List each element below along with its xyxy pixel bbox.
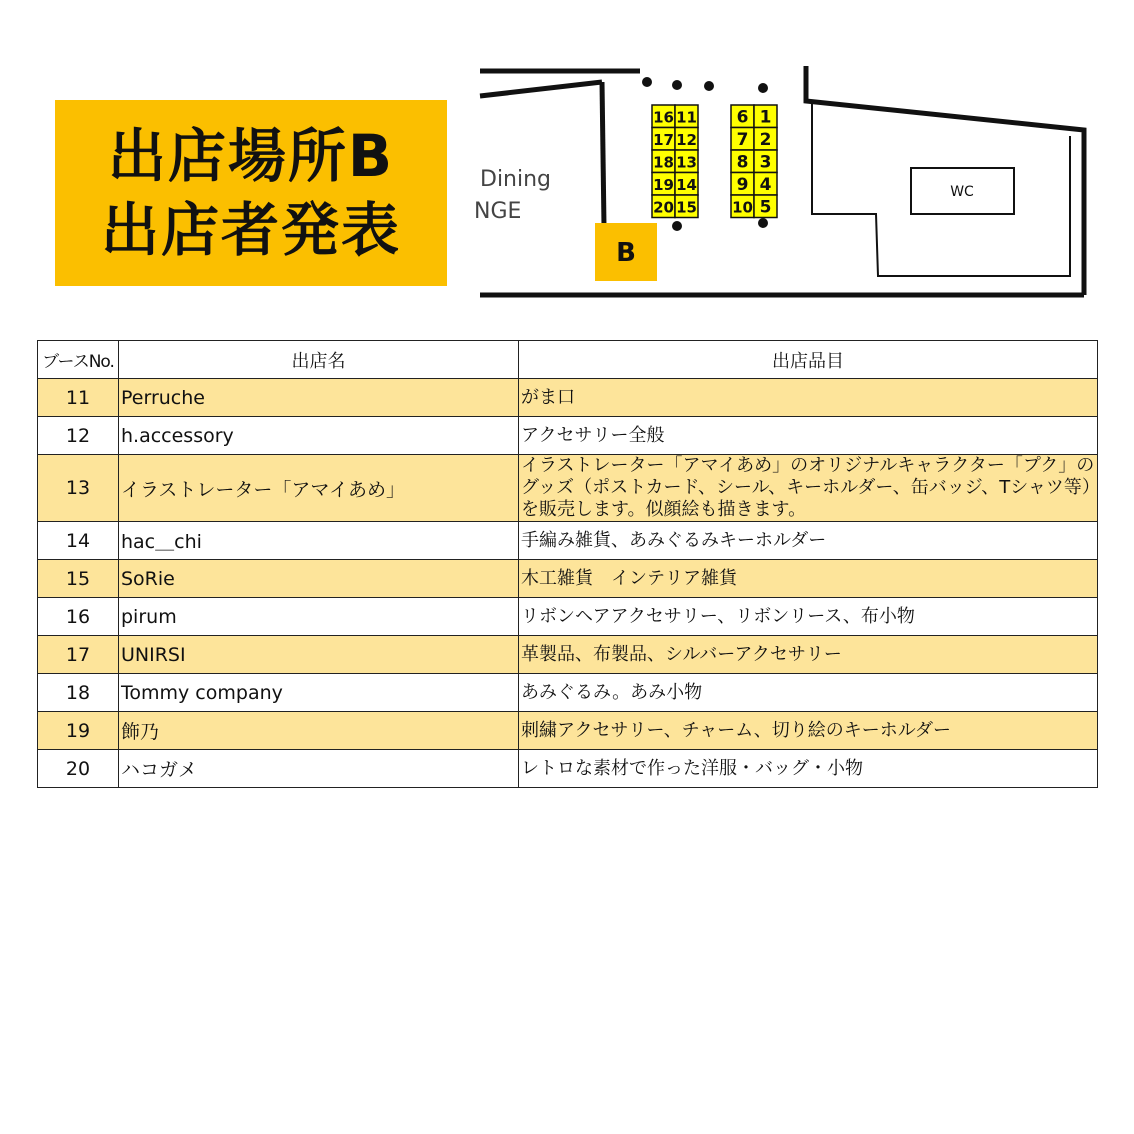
vendor-name: 飾乃	[119, 712, 519, 750]
vendor-items: 手編み雑貨、あみぐるみキーホルダー	[519, 522, 1098, 560]
title-line-1: 出店場所B	[107, 122, 395, 190]
table-header-row	[38, 341, 1098, 379]
booth-label-10: 10	[732, 198, 753, 217]
title-banner	[55, 100, 447, 286]
booth-label-16: 16	[653, 108, 674, 127]
vendor-name: ハコガメ	[119, 750, 519, 788]
booth-label-11: 11	[676, 108, 697, 127]
booth-number: 11	[38, 379, 119, 417]
booth-label-9: 9	[736, 174, 749, 195]
header-booth-no: ブースNo.	[38, 341, 119, 379]
table-row	[38, 598, 1098, 636]
booth-label-6: 6	[736, 107, 749, 128]
wc-label: WC	[950, 184, 974, 200]
table-row	[38, 455, 1098, 522]
table-row	[38, 636, 1098, 674]
vendor-name: Tommy company	[119, 674, 519, 712]
vendor-name: pirum	[119, 598, 519, 636]
booth-label-12: 12	[676, 130, 697, 149]
booth-label-3: 3	[759, 152, 772, 173]
booth-grid	[652, 105, 777, 218]
table-row	[38, 379, 1098, 417]
booth-number: 20	[38, 750, 119, 788]
vendor-table	[37, 340, 1098, 788]
vendor-items: 刺繍アクセサリー、チャーム、切り絵のキーホルダー	[519, 712, 1098, 750]
title-line-2: 出店者発表	[100, 196, 401, 264]
booth-label-17: 17	[653, 130, 674, 149]
booth-number: 13	[38, 455, 119, 522]
lounge-label: NGE	[474, 199, 522, 224]
booth-number: 17	[38, 636, 119, 674]
vendor-items: リボンヘアアクセサリー、リボンリース、布小物	[519, 598, 1098, 636]
header-items: 出店品目	[519, 341, 1098, 379]
booth-label-2: 2	[759, 129, 772, 150]
vendor-name: UNIRSI	[119, 636, 519, 674]
vendor-items: 革製品、布製品、シルバーアクセサリー	[519, 636, 1098, 674]
table-row	[38, 560, 1098, 598]
booth-number: 18	[38, 674, 119, 712]
booth-label-5: 5	[759, 197, 772, 218]
vendor-name: イラストレーター「アマイあめ」	[119, 455, 519, 522]
booth-label-1: 1	[759, 107, 772, 128]
vendor-name: hac＿chi	[119, 522, 519, 560]
table-row	[38, 522, 1098, 560]
table-row	[38, 674, 1098, 712]
booth-label-13: 13	[676, 153, 697, 172]
table-row	[38, 750, 1098, 788]
booth-label-19: 19	[653, 175, 674, 194]
booth-label-8: 8	[736, 152, 749, 173]
vendor-items: あみぐるみ。あみ小物	[519, 674, 1098, 712]
booth-label-4: 4	[759, 174, 772, 195]
booth-number: 12	[38, 417, 119, 455]
vendor-name: SoRie	[119, 560, 519, 598]
header-vendor-name: 出店名	[119, 341, 519, 379]
booth-label-18: 18	[653, 153, 674, 172]
booth-label-20: 20	[653, 198, 674, 217]
booth-number: 16	[38, 598, 119, 636]
floor-map	[474, 66, 1086, 298]
vendor-name: Perruche	[119, 379, 519, 417]
table-row	[38, 417, 1098, 455]
booth-number: 14	[38, 522, 119, 560]
booth-label-14: 14	[676, 175, 697, 194]
booth-number: 19	[38, 712, 119, 750]
vendor-items: がま口	[519, 379, 1098, 417]
dining-label: Dining	[480, 167, 552, 192]
booth-label-15: 15	[676, 198, 697, 217]
booth-number: 15	[38, 560, 119, 598]
table-row	[38, 712, 1098, 750]
vendor-items: アクセサリー全般	[519, 417, 1098, 455]
area-b-label: B	[616, 238, 636, 268]
booth-label-7: 7	[736, 129, 749, 150]
vendor-items: 木工雑貨 インテリア雑貨	[519, 560, 1098, 598]
vendor-items: イラストレーター「アマイあめ」のオリジナルキャラクター「プク」のグッズ（ポストカード、シール、キーホルダー、缶バッジ、Tシャツ等）を販売します。似顔絵も描きます。	[519, 455, 1098, 522]
vendor-name: h.accessory	[119, 417, 519, 455]
vendor-items: レトロな素材で作った洋服・バッグ・小物	[519, 750, 1098, 788]
